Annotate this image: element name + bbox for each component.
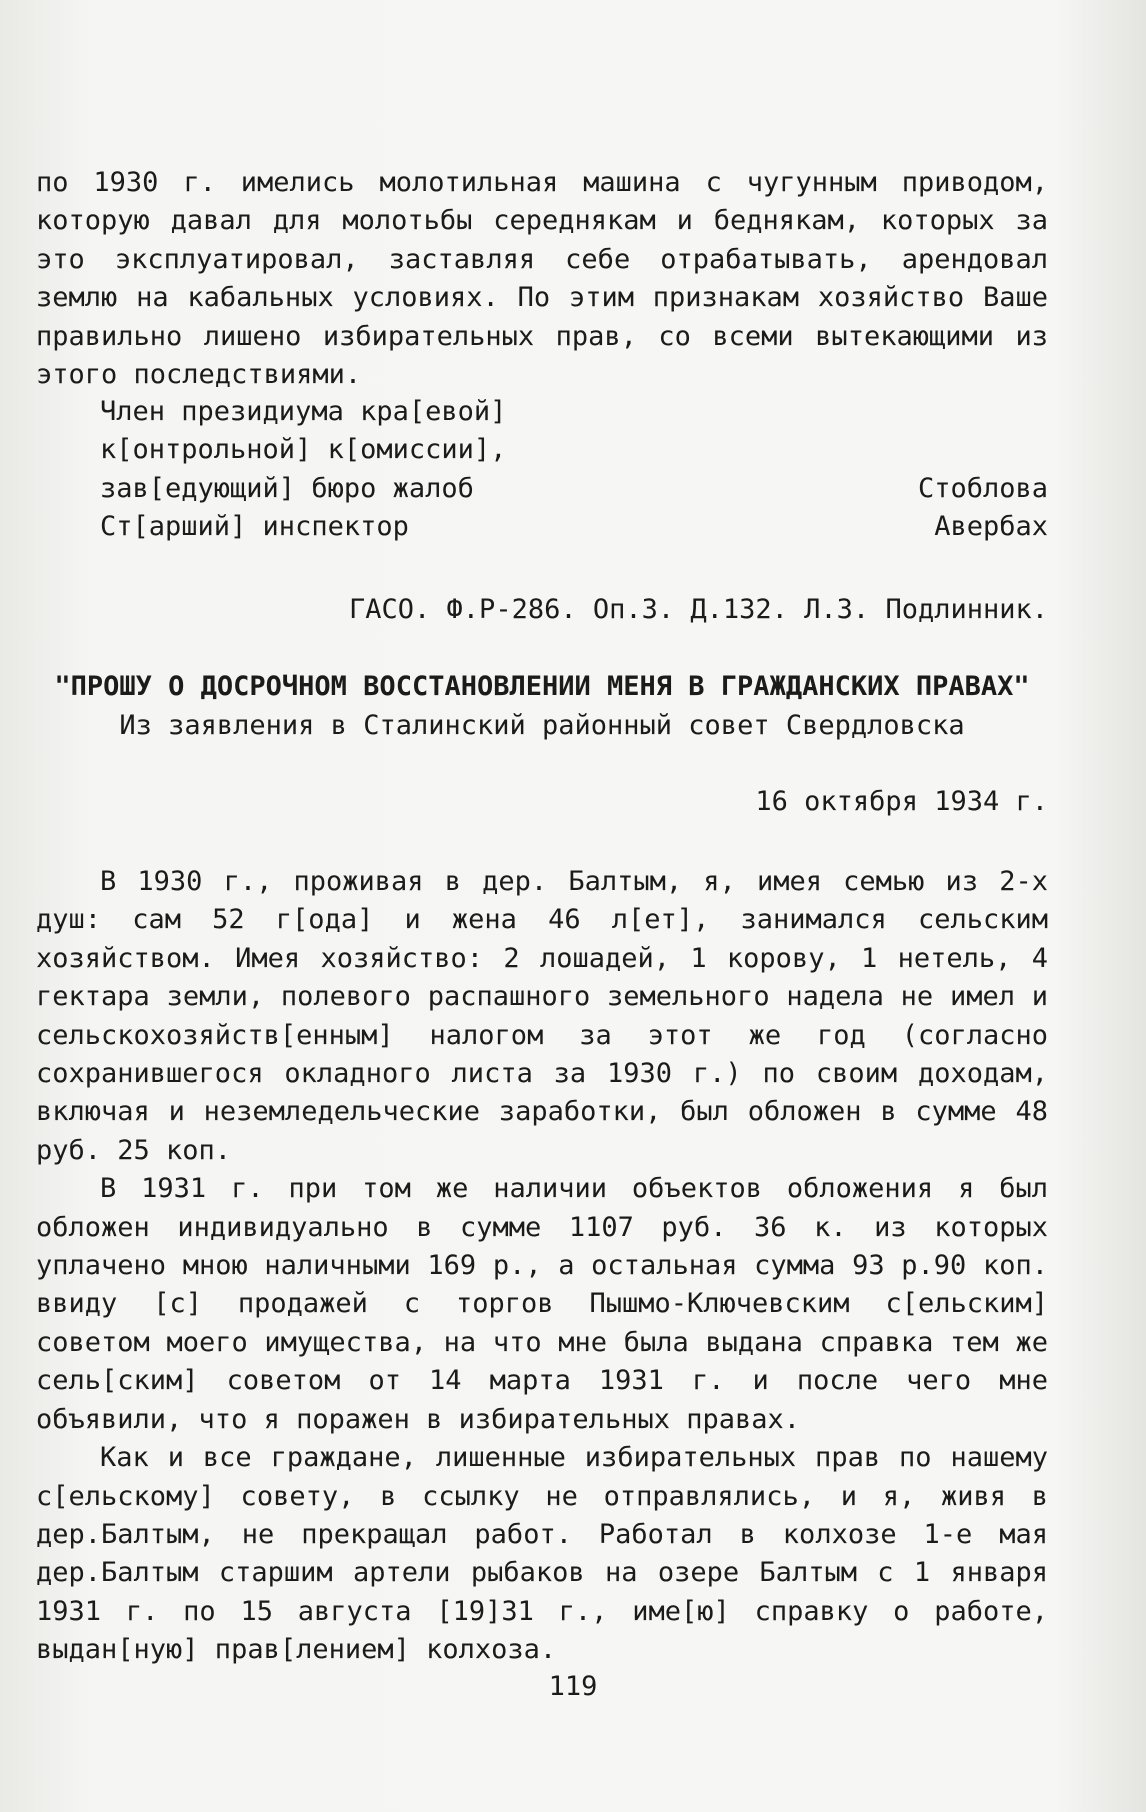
signature-line-2: к[онтрольной] к[омиссии], — [100, 434, 507, 466]
document-subtitle: Из заявления в Сталинский районный совет Свердловска — [119, 710, 965, 741]
archive-source-note: ГАСО. Ф.Р-286. Оп.3. Д.132. Л.3. Подлинник. — [349, 594, 1048, 625]
signature-block — [100, 393, 1048, 547]
signature-name-stoblova: Стоблова — [917, 472, 1048, 504]
body-paragraph-3: Как и все граждане, лишенные избирательных прав по нашему с[ельскому] совету, в ссылку не отправлялись, и я, живя в дер.Балтым, не прекращал работ. Работал в колхозе 1-е мая дер.Балтым старшим артели рыбаков на озере Балтым с 1 января 1931 г. по 15 августа [19]31 г., име[ю] справку о работе, выдан[ную] прав[лением] колхоза. — [36, 1442, 1048, 1666]
document-title: "ПРОШУ О ДОСРОЧНОМ ВОССТАНОВЛЕНИИ МЕНЯ В ГРАЖДАНСКИХ ПРАВАХ" — [54, 671, 1030, 702]
document-date: 16 октября 1934 г. — [755, 786, 1048, 817]
body-paragraph-1: В 1930 г., проживая в дер. Балтым, я, имея семью из 2-х душ: сам 52 г[ода] и жена 46 л[ет], занимался сельским хозяйством. Имея хозяйство: 2 лошадей, 1 корову, 1 нетель, 4 гектара земли, полевого распашного земельного надела не имел и сельскохозяйств[енным] налогом за этот же год (согласно сохранившегося окладного листа за 1930 г.) по своим доходам, включая и неземледельческие заработки, был обложен в сумме 48 руб. 25 коп. — [36, 866, 1048, 1166]
body-paragraph-2: В 1931 г. при том же наличии объектов обложения я был обложен индивидуально в сумме 1107 руб. 36 к. из которых уплачено мною наличными 169 р., а остальная сумма 93 р.90 коп. ввиду [с] продажей с торгов Пышмо-Ключевским с[ельским] советом моего имущества, на что мне была выдана справка тем же сель[ским] советом от 14 марта 1931 г. и после чего мне объявили, что я поражен в избирательных правах. — [36, 1173, 1048, 1435]
page-number: 119 — [548, 1671, 598, 1702]
signature-title-head-of-bureau: зав[едующий] бюро жалоб — [100, 472, 474, 504]
body-text — [36, 863, 1048, 1670]
signature-title-senior-inspector: Ст[арший] инспектор — [100, 511, 409, 543]
signature-line-1: Член президиума кра[евой] — [100, 396, 507, 427]
signature-name-averbakh: Авербах — [934, 511, 1048, 543]
top-paragraph: по 1930 г. имелись молотильная машина с чугунным приводом, которую давал для молотьбы середнякам и беднякам, которых за это эксплуатировал, заставляя себе отрабатывать, арендовал землю на кабальных условиях. По этим признакам хозяйство Ваше правильно лишено избирательных прав, со всеми вытекающими из этого последствиями. — [36, 167, 1048, 391]
